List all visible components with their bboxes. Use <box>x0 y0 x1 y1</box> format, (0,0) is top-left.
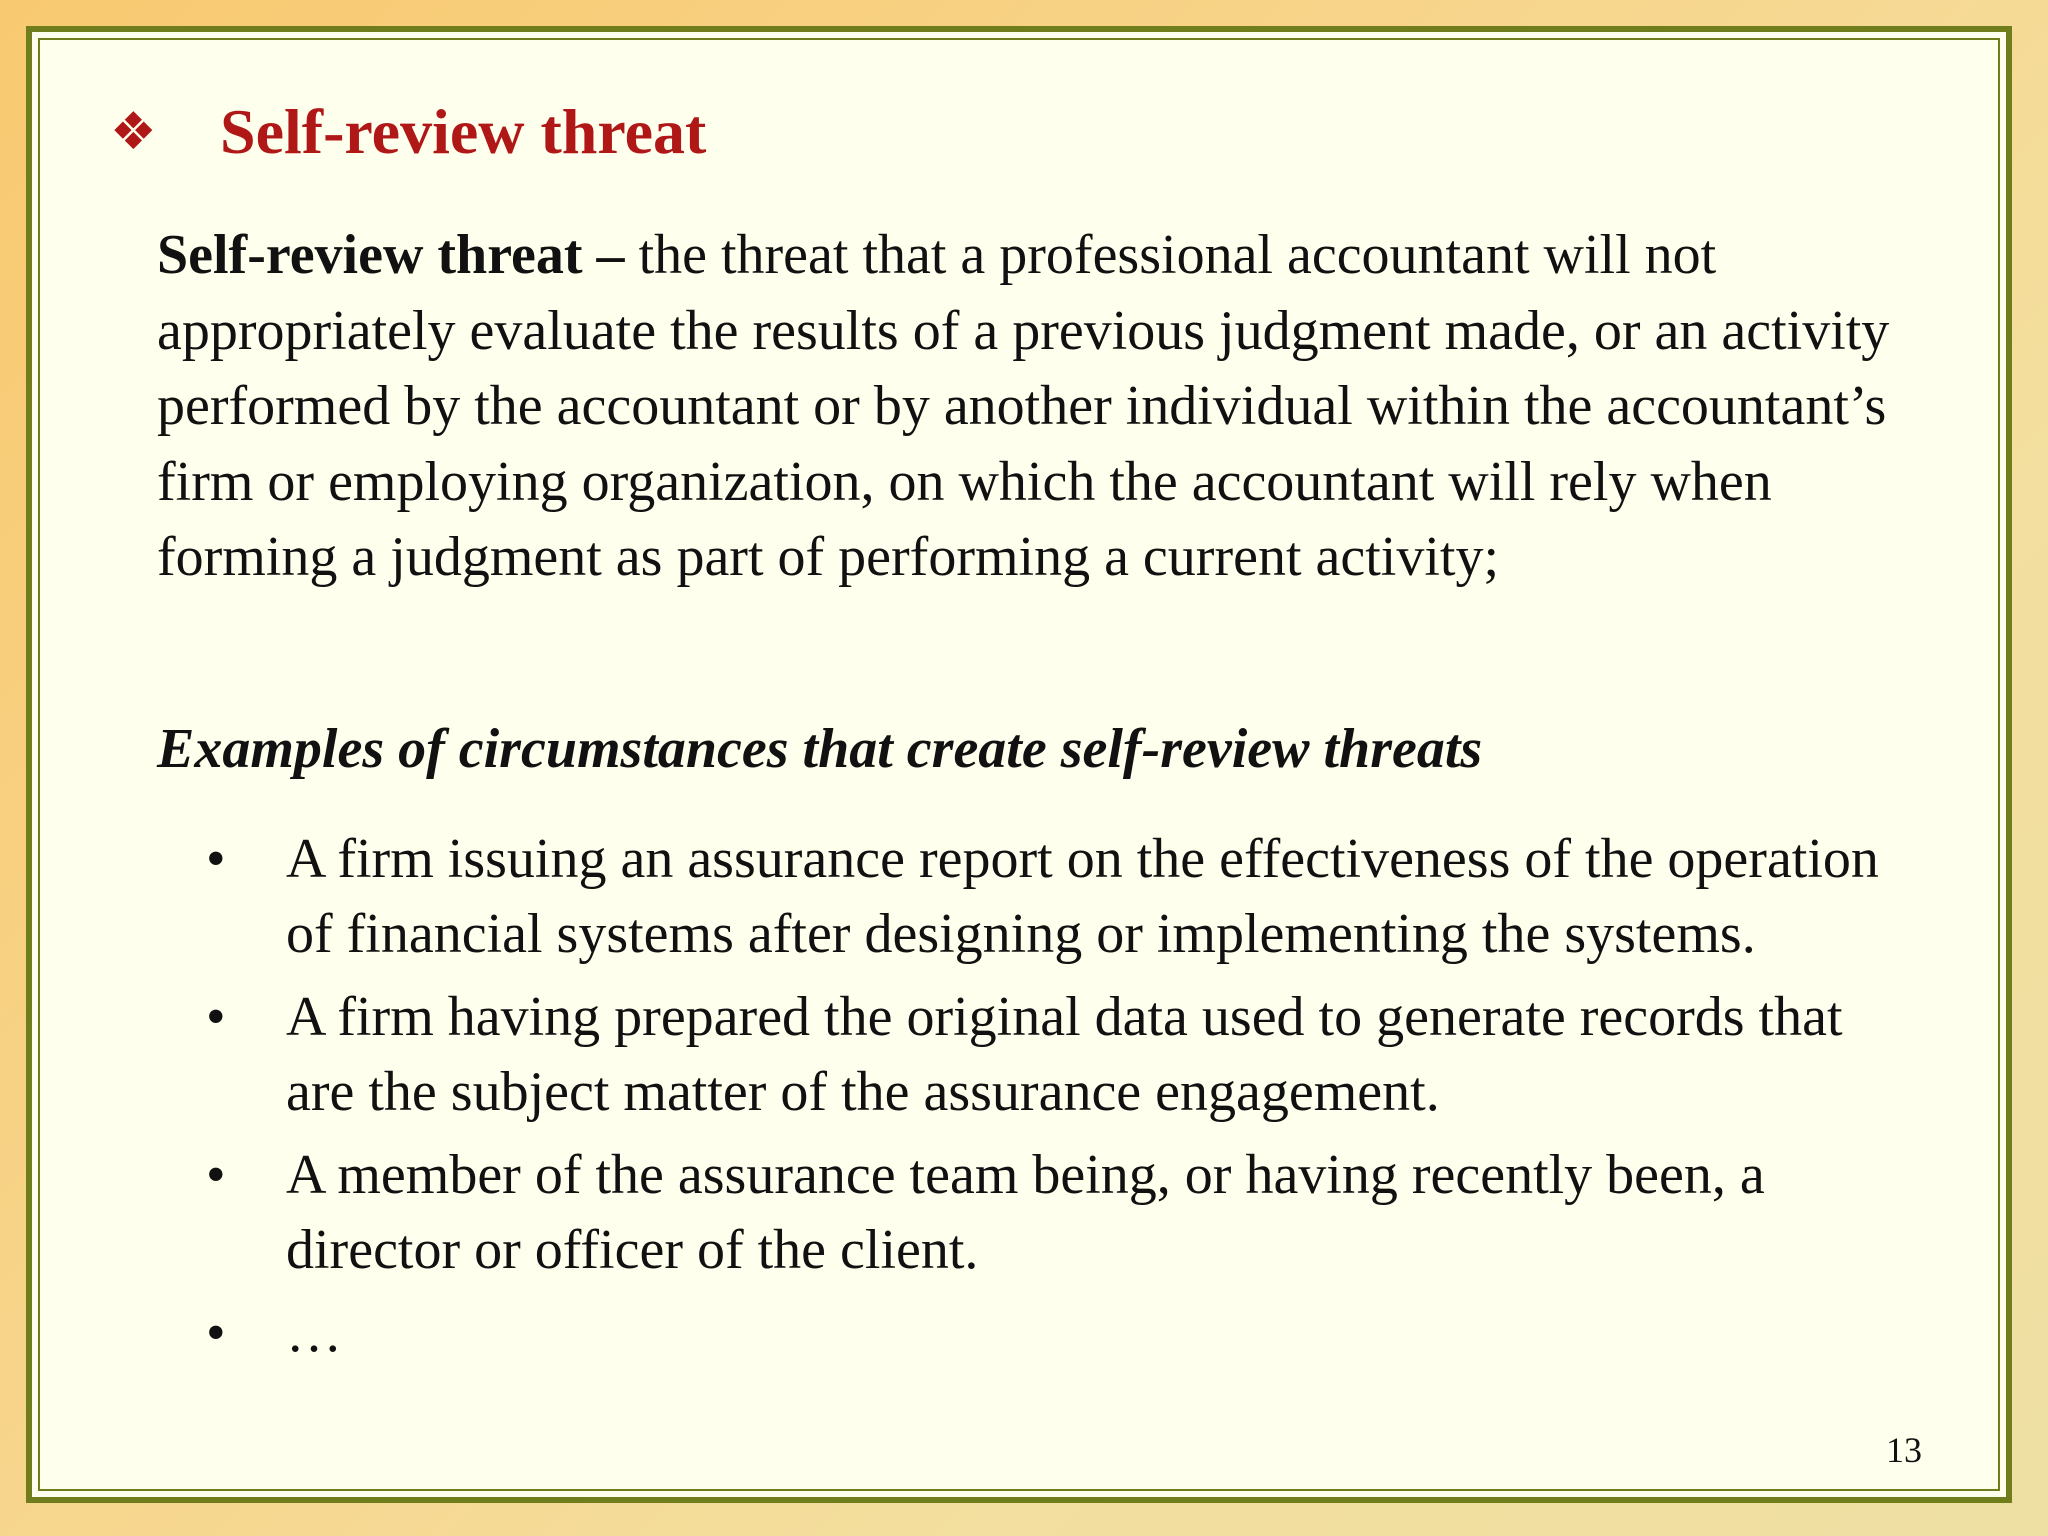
list-item <box>206 980 1906 1130</box>
list-item <box>206 822 1906 972</box>
list-item-text: A member of the assurance team being, or having recently been, a director or officer of the client. <box>286 1144 1765 1281</box>
slide-title-row <box>110 96 707 167</box>
slide-title: Self-review threat <box>220 96 707 167</box>
examples-list <box>206 822 1906 1379</box>
list-item <box>206 1296 1906 1371</box>
list-item-text: A firm having prepared the original data used to generate records that are the subject matter of the assurance engagement. <box>286 986 1843 1123</box>
examples-heading: Examples of circumstances that create self-review threats <box>157 718 1483 780</box>
page-number: 13 <box>1886 1430 1922 1470</box>
list-item <box>206 1138 1906 1288</box>
diamond-bullet-icon: ❖ <box>110 102 157 162</box>
bullet-icon: • <box>206 986 226 1048</box>
list-item-text: A firm issuing an assurance report on the effectiveness of the operation of financial systems after designing or implementing the systems. <box>286 828 1879 965</box>
bullet-icon: • <box>206 1302 226 1364</box>
bullet-icon: • <box>206 1144 226 1206</box>
definition-text: the threat that a professional accountant will not appropriately evaluate the results of a previous judgment made, or an activity performed by the accountant or by another individual within the accountant’s firm or employing organization, on which the accountant will rely when forming a judgment as part of performing a current activity; <box>157 224 1890 588</box>
definition-paragraph <box>157 218 1917 596</box>
list-item-text: … <box>286 1302 342 1364</box>
bullet-icon: • <box>206 828 226 890</box>
definition-term: Self-review threat – <box>157 224 625 286</box>
